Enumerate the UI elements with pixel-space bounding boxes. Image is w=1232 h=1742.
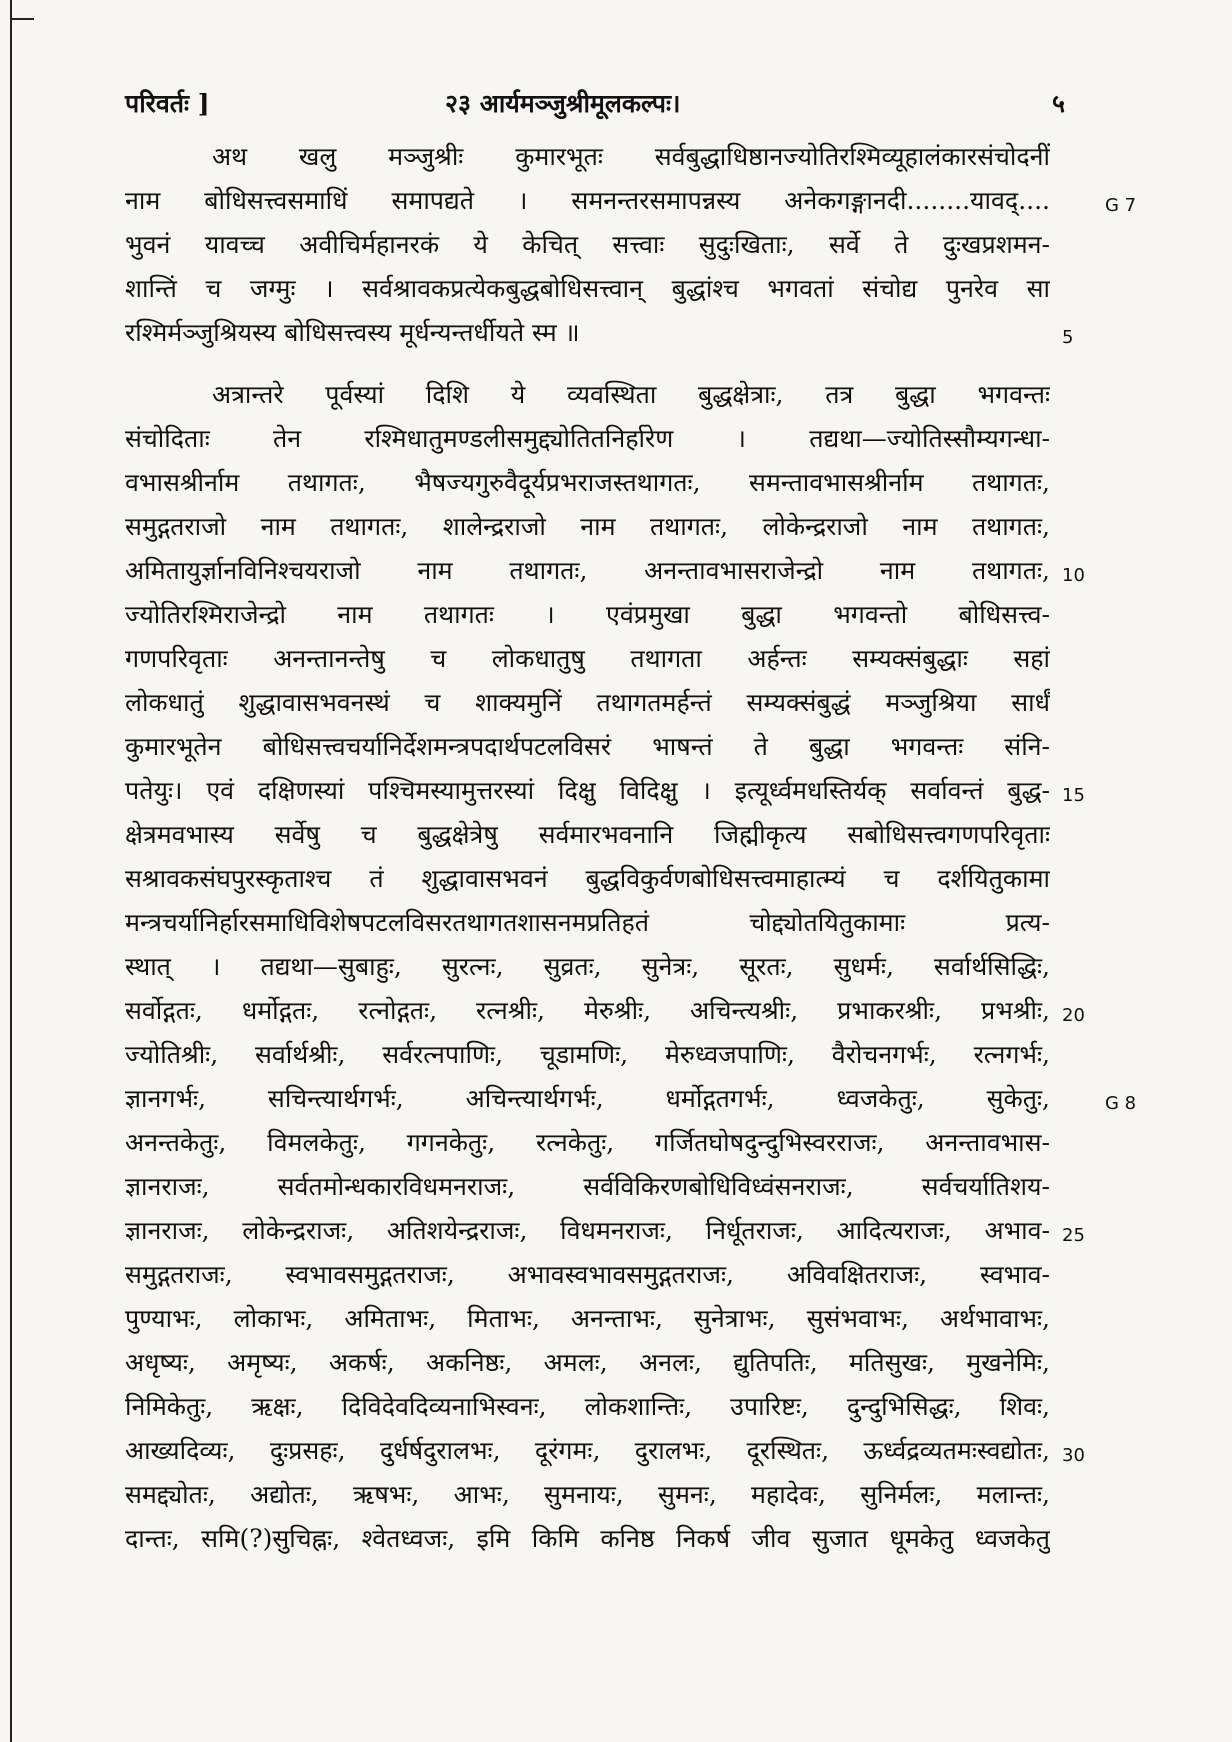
text-line: आख्यदिव्यः, दुःप्रसहः, दुर्धर्षदुरालभः, दूरंगमः, दुरालभः, दूरस्थितः, ऊर्ध्वद्रव्यतमःस्वद्योतः, [125,1436,1050,1465]
line-number: 15 [1062,785,1085,806]
text-line: अधृष्यः, अमृष्यः, अकर्षः, अकनिष्ठः, अमलः, अनलः, द्युतिपतिः, मतिसुखः, मुखनेमिः, [125,1348,1050,1377]
text-line: निमिकेतुः, ऋक्षः, दिविदेवदिव्यनाभिस्वनः, लोकशान्तिः, उपारिष्टः, दुन्दुभिसिद्धः, शिवः, [125,1392,1050,1421]
text-line: ज्योतिश्रीः, सर्वार्थश्रीः, सर्वरत्नपाणिः, चूडामणिः, मेरुध्वजपाणिः, वैरोचनगर्भः, रत्नगर्भः, [125,1040,1050,1069]
text-line: वभासश्रीर्नाम तथागतः, भैषज्यगुरुवैदूर्यप्रभराजस्तथागतः, समन्तावभासश्रीर्नाम तथागतः, [125,468,1050,497]
page-number: ५ [1051,89,1065,118]
line-number: 25 [1062,1225,1085,1246]
text-line: क्षेत्रमवभास्य सर्वेषु च बुद्धक्षेत्रेषु सर्वमारभवनानि जिह्मीकृत्य सबोधिसत्त्वगणपरिवृताः [125,820,1050,849]
text-line: गणपरिवृताः अनन्तानन्तेषु च लोकधातुषु तथागता अर्हन्तः सम्यक्संबुद्धाः सहां [125,644,1050,673]
text-line: भुवनं यावच्च अवीचिर्महानरकं ये केचित् सत्त्वाः सुदुःखिताः, सर्वे ते दुःखप्रशमन- [125,230,1050,259]
text-line: सर्वोद्गतः, धर्मोद्गतः, रत्नोद्गतः, रत्नश्रीः, मेरुश्रीः, अचिन्त्यश्रीः, प्रभाकरश्रीः, प्रभश्रीः, [125,996,1050,1025]
line-number: 10 [1062,565,1085,586]
text-line: कुमारभूतेन बोधिसत्त्वचर्यानिर्देशमन्त्रपदार्थपटलविसरं भाषन्तं ते बुद्धा भगवन्तः संनि- [125,732,1050,761]
text-line: रश्मिर्मञ्जुश्रियस्य बोधिसत्त्वस्य मूर्धन्यन्तर्धीयते स्म ॥ [125,318,580,347]
text-line: ज्योतिरश्मिराजेन्द्रो नाम तथागतः । एवंप्रमुखा बुद्धा भगवन्तो बोधिसत्त्व- [125,600,1050,629]
running-title: २३ आर्यमञ्जुश्रीमूलकल्पः। [445,89,681,118]
page-edge-tick [12,18,34,20]
line-number: 5 [1062,327,1074,348]
page-header [125,86,1065,126]
source-reference: G 7 [1105,195,1137,216]
text-line: पुण्याभः, लोकाभः, अमिताभः, मिताभः, अनन्ताभः, सुनेत्राभः, सुसंभवाभः, अर्थभावाभः, [125,1304,1050,1333]
text-line: समद्द्योतः, अद्योतः, ऋषभः, आभः, सुमनायः, सुमनः, महादेवः, सुनिर्मलः, मलान्तः, [125,1480,1050,1509]
line-number: 30 [1062,1445,1085,1466]
page-edge-line [10,0,12,1742]
text-line: अत्रान्तरे पूर्वस्यां दिशि ये व्यवस्थिता बुद्धक्षेत्राः, तत्र बुद्धा भगवन्तः [212,380,1050,409]
text-line: नाम बोधिसत्त्वसमाधिं समापद्यते । समनन्तरसमापन्नस्य अनेकगङ्गानदी........यावद्.... [125,186,1050,215]
text-line: शान्तिं च जग्मुः । सर्वश्रावकप्रत्येकबुद्धबोधिसत्त्वान् बुद्धांश्च भगवतां संचोद्य पुनरेव सा [125,274,1050,303]
text-line: सश्रावकसंघपुरस्कृताश्च तं शुद्धावासभवनं बुद्धविकुर्वणबोधिसत्त्वमाहात्म्यं च दर्शयितुकामा [125,864,1050,893]
line-number: 20 [1062,1005,1085,1026]
source-reference: G 8 [1105,1093,1137,1114]
text-line: स्थात् । तद्यथा—सुबाहुः, सुरत्नः, सुव्रतः, सुनेत्रः, सूरतः, सुधर्मः, सर्वार्थसिद्धिः, [125,952,1050,981]
text-line: लोकधातुं शुद्धावासभवनस्थं च शाक्यमुनिं तथागतमर्हन्तं सम्यक्संबुद्धं मञ्जुश्रिया सार्धं [125,688,1050,717]
text-line: ज्ञानराजः, लोकेन्द्रराजः, अतिशयेन्द्रराजः, विधमनराजः, निर्धूतराजः, आदित्यराजः, अभाव- [125,1216,1050,1245]
text-line: मन्त्रचर्यानिर्हारसमाधिविशेषपटलविसरतथागतशासनमप्रतिहतं चोद्द्योतयितुकामाः प्रत्य- [125,908,1050,937]
text-line: ज्ञानराजः, सर्वतमोन्धकारविधमनराजः, सर्वविकिरणबोधिविध्वंसनराजः, सर्वचर्यातिशय- [125,1172,1050,1201]
text-line: अथ खलु मञ्जुश्रीः कुमारभूतः सर्वबुद्धाधिष्ठानज्योतिरश्मिव्यूहालंकारसंचोदनीं [212,142,1050,171]
text-line: अनन्तकेतुः, विमलकेतुः, गगनकेतुः, रत्नकेतुः, गर्जितघोषदुन्दुभिस्वरराजः, अनन्तावभास- [125,1128,1050,1157]
chapter-marker: परिवर्तः ] [125,89,210,118]
text-line: पतेयुः। एवं दक्षिणस्यां पश्चिमस्यामुत्तरस्यां दिक्षु विदिक्षु । इत्यूर्ध्वमधस्तिर्यक् सर्वावन्तं बुद्ध- [125,776,1050,805]
text-line: अमितायुर्ज्ञानविनिश्चयराजो नाम तथागतः, अनन्तावभासराजेन्द्रो नाम तथागतः, [125,556,1050,585]
text-line: समुद्गतराजः, स्वभावसमुद्गतराजः, अभावस्वभावसमुद्गतराजः, अविवक्षितराजः, स्वभाव- [125,1260,1050,1289]
text-line: संचोदिताः तेन रश्मिधातुमण्डलीसमुद्द्योतितनिर्हारेण । तद्यथा—ज्योतिस्सौम्यगन्धा- [125,424,1050,453]
text-line: समुद्गतराजो नाम तथागतः, शालेन्द्रराजो नाम तथागतः, लोकेन्द्रराजो नाम तथागतः, [125,512,1050,541]
text-line: ज्ञानगर्भः, सचिन्त्यार्थगर्भः, अचिन्त्यार्थगर्भः, धर्मोद्गतगर्भः, ध्वजकेतुः, सुकेतुः, [125,1084,1050,1113]
text-line: दान्तः, समि(?)सुचिह्नः, श्वेतध्वजः, इमि किमि कनिष्ठ निकर्ष जीव सुजात धूमकेतु ध्वजकेतु [125,1524,1050,1553]
